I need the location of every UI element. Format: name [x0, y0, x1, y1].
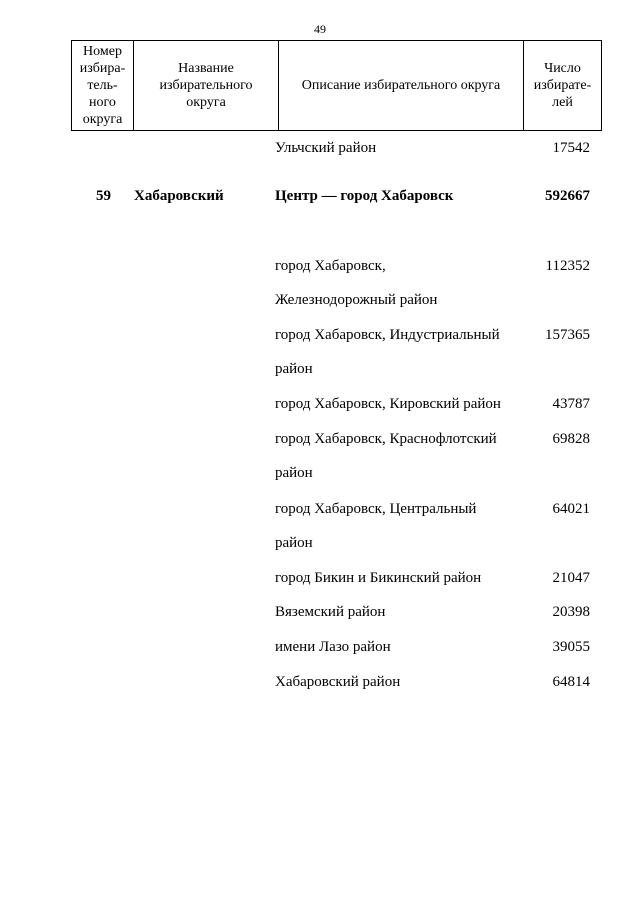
row-description: город Хабаровск, [275, 258, 386, 274]
page-number: 49 [314, 22, 326, 36]
district-voter-count: 592667 [545, 188, 590, 204]
district-center: Центр — город Хабаровск [275, 188, 454, 204]
row-description-continued: район [275, 361, 313, 377]
row-description-continued: район [275, 465, 313, 481]
district-name: Хабаровский [134, 188, 224, 204]
row-voter-count: 17542 [552, 140, 590, 156]
row-voter-count: 20398 [552, 604, 590, 620]
row-description: город Хабаровск, Кировский район [275, 396, 501, 412]
row-voter-count: 157365 [545, 327, 590, 343]
district-number: 59 [96, 188, 111, 204]
row-description: Ульчский район [275, 140, 377, 156]
row-description: Вяземский район [275, 604, 386, 620]
row-description: город Хабаровск, Индустриальный [275, 327, 500, 343]
row-description-continued: район [275, 535, 313, 551]
row-description-continued: Железнодорожный район [275, 292, 438, 308]
row-voter-count: 21047 [552, 570, 590, 586]
header-voter-count: Число избирате- лей [524, 41, 602, 131]
row-voter-count: 69828 [552, 431, 590, 447]
row-voter-count: 43787 [552, 396, 590, 412]
row-description: город Бикин и Бикинский район [275, 570, 482, 586]
row-description: город Хабаровск, Краснофлотский [275, 431, 497, 447]
row-voter-count: 39055 [552, 639, 590, 655]
row-description: город Хабаровск, Центральный [275, 501, 477, 517]
row-voter-count: 64814 [552, 674, 590, 690]
row-description: имени Лазо район [275, 639, 391, 655]
row-voter-count: 64021 [552, 501, 590, 517]
header-district-number: Номер избира- тель- ного округа [72, 41, 134, 131]
header-district-name: Название избирательного округа [134, 41, 279, 131]
table-header [71, 40, 602, 131]
header-district-description: Описание избирательного округа [279, 41, 524, 131]
row-voter-count: 112352 [545, 258, 590, 274]
row-description: Хабаровский район [275, 674, 401, 690]
